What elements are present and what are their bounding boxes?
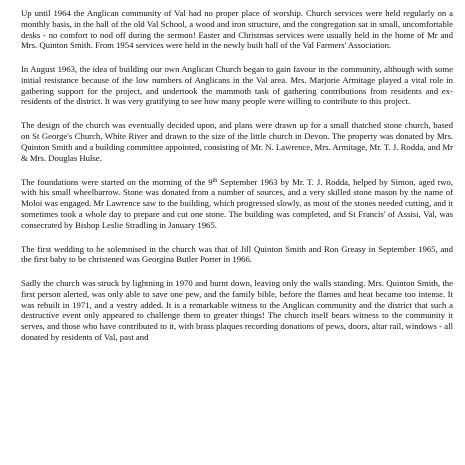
paragraph-design: The design of the church was eventually decided upon, and plans were drawn up for a small thatched stone church, based on St George's Church, White River and drawn to the size of the little church in Devon. The property was donated by Mrs. Quinton Smith and a building committee appointed, consisting of Mr. N. Lawrence, Mrs. Armitage, Mr. T. J. Rodda, and Mr & Mrs. Douglas Hulse. (21, 120, 453, 163)
foundation-text-start: The foundations were started on the morning of the 9 (21, 176, 213, 187)
paragraph-lightning: Sadly the church was struck by lightning in 1970 and burnt down, leaving only the walls standing. Mrs. Quinton Smith, the first person alerted, was only able to save one pew, and the family bible, before the flames and heat became too intense. It was rebuilt in 1971, and a vestry added. It is a remarkable witness to the Anglican community and the district that such a destructive event only appeared to challenge them to greater things! The church itself bears witness to the community it serves, and those who have contributed to it, with brass plaques recording donations of pews, doors, altar rail, windows - all donated by residents of Val, past and (21, 278, 453, 342)
paragraph-foundations (21, 177, 453, 231)
paragraph-idea-1963: In August 1963, the idea of building our own Anglican Church began to gain favour in the community, although with some initial resistance because of the low numbers of Anglicans in the Val area. Mrs. Marjorie Armitage played a vital role in gathering support for the project, and undertook the mammoth task of gathering contributions from residents and ex-residents of the district. It was very gratifying to see how many people were willing to contribute to this project. (21, 64, 453, 107)
paragraph-early-services: Up until 1964 the Anglican community of Val had no proper place of worship. Church services were held regularly on a monthly basis, in the hall of the old Val School, a wood and iron structure, and the congregation sat in small, uncomfortable desks - no comfort to nod off during the sermon! Easter and Christmas services were usually held in the home of Mr and Mrs. Quinton Smith. From 1954 services were held in the newly built hall of the Val Farmers' Association. (21, 8, 453, 51)
paragraph-first-wedding: The first wedding to be solemnised in the church was that of Jill Quinton Smith and Ron Greasy in September 1965, and the first baby to be christened was Georgina Butler Porter in 1966. (21, 243, 453, 265)
foundation-text-rest: September 1963 by Mr. T. J. Rodda, helped by Simon, aged two, with his small wheelbarrow. Stone was donated from a number of sources, and a very skilled stone mason by the name of Moloi was engaged. Mr Lawrence saw to the building, which progressed slowly, as most of the stones needed cutting, and it sometimes took a whole day to prepare and cut one stone. The building was completed, and St Francis' of Assisi, Val, was consecrated by Bishop Leslie Stradling in January 1965. (21, 176, 453, 230)
ordinal-suffix: th (212, 177, 218, 184)
